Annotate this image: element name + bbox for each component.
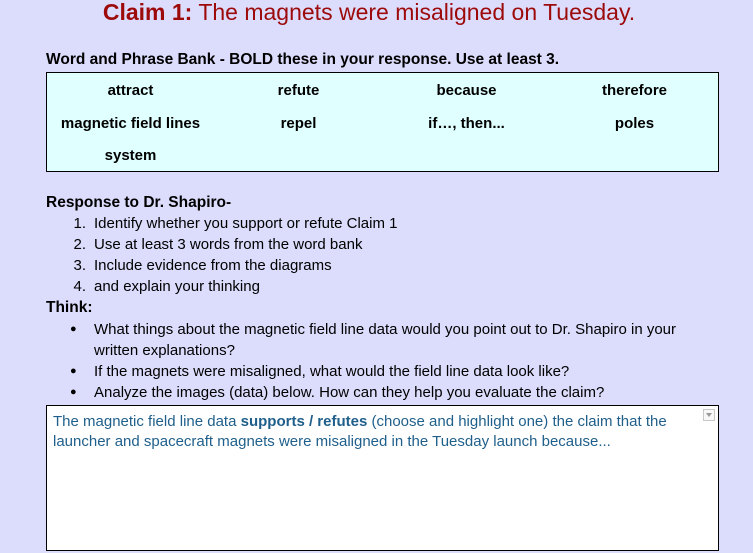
bullet-text: Analyze the images (data) below. How can they help you evaluate the claim? xyxy=(94,384,605,401)
claim-title xyxy=(0,0,738,26)
chevron-down-icon[interactable] xyxy=(703,409,715,421)
response-textbox[interactable] xyxy=(46,405,719,551)
bullet-text: If the magnets were misaligned, what would the field line data look like? xyxy=(94,363,570,380)
word-bank-table xyxy=(46,72,719,172)
think-heading: Think: xyxy=(46,299,93,316)
list-text: Include evidence from the diagrams xyxy=(94,257,332,274)
bullet-icon: ● xyxy=(70,386,77,398)
word-bank-word: therefore xyxy=(601,82,668,99)
response-text-start: The magnetic field line data xyxy=(53,413,241,430)
bullet-icon: ● xyxy=(70,323,77,335)
word-bank-word: poles xyxy=(614,115,655,132)
bullet-icon: ● xyxy=(70,365,77,377)
list-text: and explain your thinking xyxy=(94,278,260,295)
claim-label: Claim 1: xyxy=(102,0,193,25)
word-bank-word: refute xyxy=(277,82,320,99)
word-bank-word: magnetic field lines xyxy=(60,115,201,132)
list-number: 4. xyxy=(73,278,86,295)
word-bank-word: attract xyxy=(107,82,154,99)
list-text: Identify whether you support or refute Claim 1 xyxy=(94,215,398,232)
response-text-end: (choose and highlight one) the claim that the launcher and spacecraft magnets were misaligned in the Tuesday launch because... xyxy=(53,413,667,450)
response-heading: Response to Dr. Shapiro- xyxy=(46,194,232,211)
bullet-text: What things about the magnetic field line data would you point out to Dr. Shapiro in your written explanations? xyxy=(94,321,677,359)
list-number: 1. xyxy=(73,215,86,232)
list-number: 3. xyxy=(73,257,86,274)
word-bank-word: because xyxy=(436,82,497,99)
claim-text: The magnets were misaligned on Tuesday. xyxy=(198,0,636,25)
word-bank-heading: Word and Phrase Bank - BOLD these in your response. Use at least 3. xyxy=(46,51,560,68)
list-number: 2. xyxy=(73,236,86,253)
response-choice: supports / refutes xyxy=(240,413,368,430)
response-prompt-text[interactable] xyxy=(53,412,709,451)
word-bank-word: repel xyxy=(280,115,317,132)
word-bank-word: system xyxy=(104,147,157,164)
word-bank-word: if…, then... xyxy=(428,115,505,132)
list-text: Use at least 3 words from the word bank xyxy=(94,236,363,253)
